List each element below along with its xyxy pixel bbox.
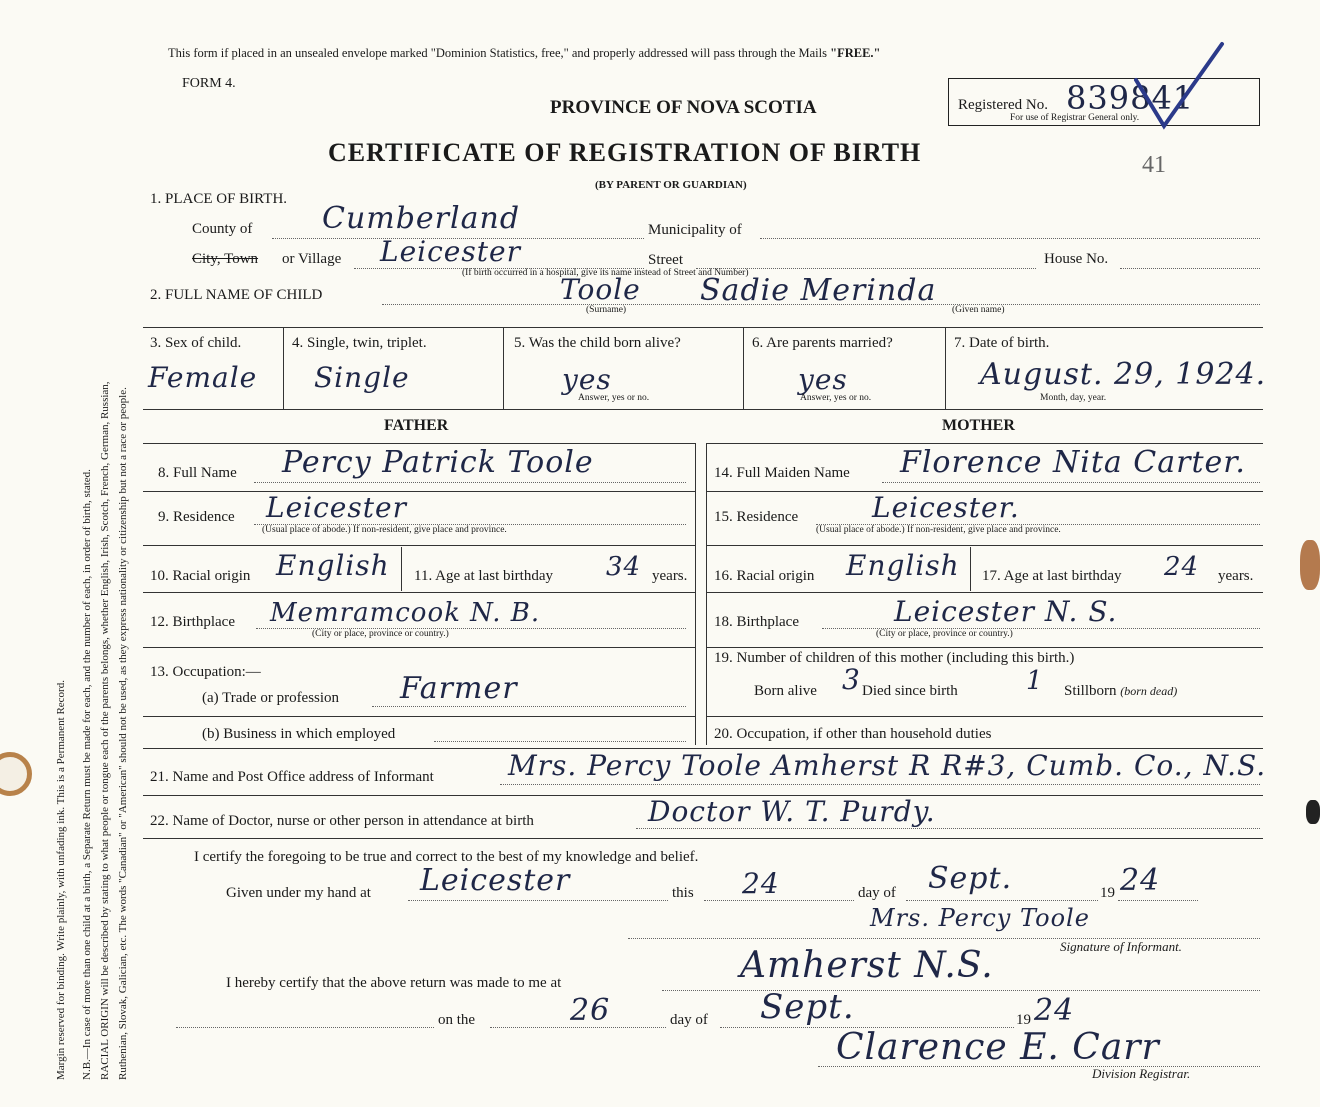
registrar-year-prefix: 19 xyxy=(1016,1012,1031,1028)
hospital-note: (If birth occurred in a hospital, give its name instead of Street and Number) xyxy=(462,268,749,278)
village-value: Leicester xyxy=(380,235,521,268)
binding-hole xyxy=(0,752,32,796)
died-value: 1 xyxy=(1026,666,1044,696)
dob-label: 7. Date of birth. xyxy=(954,335,1050,351)
informant-value: Mrs. Percy Toole Amherst R R#3, Cumb. Co., N.S. xyxy=(508,749,1267,782)
occupation-label: 13. Occupation:— xyxy=(150,664,261,680)
father-age-label: 11. Age at last birthday xyxy=(414,568,553,584)
father-age-value: 34 xyxy=(606,552,642,582)
registrar-year: 24 xyxy=(1034,993,1075,1028)
margin-note: RACIAL ORIGIN will be described by stating to what people or tongue each of the parents belongs, whether English, Irish, Scotch, French, German, Russian, xyxy=(99,381,111,1080)
mail-notice xyxy=(168,47,880,60)
parents-married-answer: yes xyxy=(798,363,848,396)
attendant-value: Doctor W. T. Purdy. xyxy=(648,795,936,828)
mother-racial-label: 16. Racial origin xyxy=(714,568,815,584)
mother-residence-caption: (Usual place of abode.) If non-resident, give place and province. xyxy=(816,525,1061,535)
mother-birthplace-label: 18. Birthplace xyxy=(714,614,799,630)
born-alive-label: Born alive xyxy=(754,683,817,699)
plurality-label: 4. Single, twin, triplet. xyxy=(292,335,427,351)
dob-caption: Month, day, year. xyxy=(1040,393,1107,403)
informant-signature: Mrs. Percy Toole xyxy=(870,904,1090,932)
father-years-label: years. xyxy=(652,568,688,584)
registrar-signature-caption: Division Registrar. xyxy=(1092,1066,1191,1081)
place-heading: 1. PLACE OF BIRTH. xyxy=(150,191,288,207)
mother-occupation-label: 20. Occupation, if other than household duties xyxy=(714,726,992,742)
check-mark-icon xyxy=(1130,40,1230,130)
registrar-day-of-label: day of xyxy=(670,1012,708,1028)
plurality-value: Single xyxy=(314,361,410,394)
sex-label: 3. Sex of child. xyxy=(150,335,242,351)
registrar-day: 26 xyxy=(570,993,611,1028)
mother-years-label: years. xyxy=(1218,568,1254,584)
parents-married-label: 6. Are parents married? xyxy=(752,335,893,351)
father-birthplace-caption: (City or place, province or country.) xyxy=(312,629,449,639)
registrar-use-note: For use of Registrar General only. xyxy=(1010,113,1140,123)
father-name-value: Percy Patrick Toole xyxy=(282,445,594,480)
registrar-place: Amherst N.S. xyxy=(740,945,994,986)
born-alive-answer: yes xyxy=(562,363,612,396)
sex-value: Female xyxy=(148,361,258,394)
certification-month: Sept. xyxy=(928,861,1013,896)
born-alive-q-label: 5. Was the child born alive? xyxy=(514,335,681,351)
father-birthplace-value: Memramcook N. B. xyxy=(270,598,541,628)
father-residence-label: 9. Residence xyxy=(158,509,235,525)
this-label: this xyxy=(672,885,694,901)
given-name-caption: (Given name) xyxy=(952,305,1005,315)
day-of-label: day of xyxy=(858,885,896,901)
registered-label: Registered No. xyxy=(958,97,1048,113)
county-label: County of xyxy=(192,221,253,237)
on-the-label: on the xyxy=(438,1012,476,1028)
margin-note: Ruthenian, Slovak, Galician, etc. The words "Canadian" or "American" should not be used, as they express nationality or citizenship but not a race or people. xyxy=(117,387,129,1080)
mother-age-value: 24 xyxy=(1164,552,1200,582)
business-label: (b) Business in which employed xyxy=(202,726,396,742)
father-heading: FATHER xyxy=(384,417,449,434)
dob-value: August. 29, 1924. xyxy=(980,357,1267,392)
stain xyxy=(1306,800,1320,824)
village-label: or Village xyxy=(282,251,342,267)
father-residence-caption: (Usual place of abode.) If non-resident, give place and province. xyxy=(262,525,507,535)
given-label: Given under my hand at xyxy=(226,885,371,901)
municipality-label: Municipality of xyxy=(648,222,742,238)
certificate-subtitle: (BY PARENT OR GUARDIAN) xyxy=(595,179,747,191)
street-label: Street xyxy=(648,252,683,268)
answer-caption: Answer, yes or no. xyxy=(578,393,650,403)
father-racial-label: 10. Racial origin xyxy=(150,568,251,584)
registered-number: 839841 xyxy=(1066,79,1195,117)
margin-note: N.B.—In case of more than one child at a birth, a Separate Return must be made for each, and the number of each, in order of birth, stated. xyxy=(81,469,93,1080)
county-value: Cumberland xyxy=(322,201,521,236)
mother-birthplace-value: Leicester N. S. xyxy=(894,595,1118,628)
registrar-signature: Clarence E. Carr xyxy=(836,1027,1160,1068)
province-title: PROVINCE OF NOVA SCOTIA xyxy=(550,97,817,118)
died-label: Died since birth xyxy=(862,683,958,699)
attendant-label: 22. Name of Doctor, nurse or other person in attendance at birth xyxy=(150,813,534,829)
surname-caption: (Surname) xyxy=(586,305,627,315)
year-prefix: 19 xyxy=(1100,885,1115,901)
born-alive-value: 3 xyxy=(842,663,861,696)
trade-label: (a) Trade or profession xyxy=(202,690,340,706)
mother-name-label: 14. Full Maiden Name xyxy=(714,465,850,481)
stillborn-label xyxy=(1064,684,1177,699)
registrar-month: Sept. xyxy=(760,987,855,1027)
certificate-title: CERTIFICATE OF REGISTRATION OF BIRTH xyxy=(328,138,922,167)
answer-caption: Answer, yes or no. xyxy=(800,393,872,403)
margin-note: Margin reserved for binding. Write plainly, with unfading ink. This is a Permanent Record. xyxy=(55,680,67,1080)
mother-residence-label: 15. Residence xyxy=(714,509,799,525)
mother-birthplace-caption: (City or place, province or country.) xyxy=(876,629,1013,639)
corner-mark: 41 xyxy=(1142,152,1166,178)
mother-age-label: 17. Age at last birthday xyxy=(982,568,1122,584)
informant-signature-caption: Signature of Informant. xyxy=(1060,939,1182,954)
mother-racial-value: English xyxy=(846,549,960,582)
mother-name-value: Florence Nita Carter. xyxy=(900,445,1246,480)
father-racial-value: English xyxy=(276,549,390,582)
father-name-label: 8. Full Name xyxy=(158,465,237,481)
father-residence-value: Leicester xyxy=(266,491,407,524)
children-count-label: 19. Number of children of this mother (including this birth.) xyxy=(714,650,1075,666)
stain xyxy=(1300,540,1320,590)
trade-value: Farmer xyxy=(400,671,518,706)
informant-label: 21. Name and Post Office address of Informant xyxy=(150,769,434,785)
father-birthplace-label: 12. Birthplace xyxy=(150,614,235,630)
certification-day: 24 xyxy=(742,867,780,900)
child-surname: Toole xyxy=(560,273,641,306)
mail-notice-text: This form if placed in an unsealed envelope marked "Dominion Statistics, free," and properly addressed will pass through the Mails xyxy=(168,46,831,60)
mail-notice-free: "FREE." xyxy=(830,46,881,60)
registrar-statement: I hereby certify that the above return was made to me at xyxy=(226,975,562,991)
certification-place: Leicester xyxy=(420,863,571,898)
city-town-struck: City, Town xyxy=(192,251,259,267)
certification-statement: I certify the foregoing to be true and correct to the best of my knowledge and belief. xyxy=(194,849,699,865)
child-given-name: Sadie Merinda xyxy=(700,273,937,308)
mother-residence-value: Leicester. xyxy=(872,491,1020,524)
house-no-label: House No. xyxy=(1044,251,1109,267)
stillborn-note: (born dead) xyxy=(1120,684,1178,698)
mother-heading: MOTHER xyxy=(942,417,1015,434)
child-name-label: 2. FULL NAME OF CHILD xyxy=(150,287,323,303)
certification-year: 24 xyxy=(1120,863,1161,898)
stillborn-text: Stillborn xyxy=(1064,683,1117,699)
form-number: FORM 4. xyxy=(182,76,236,91)
